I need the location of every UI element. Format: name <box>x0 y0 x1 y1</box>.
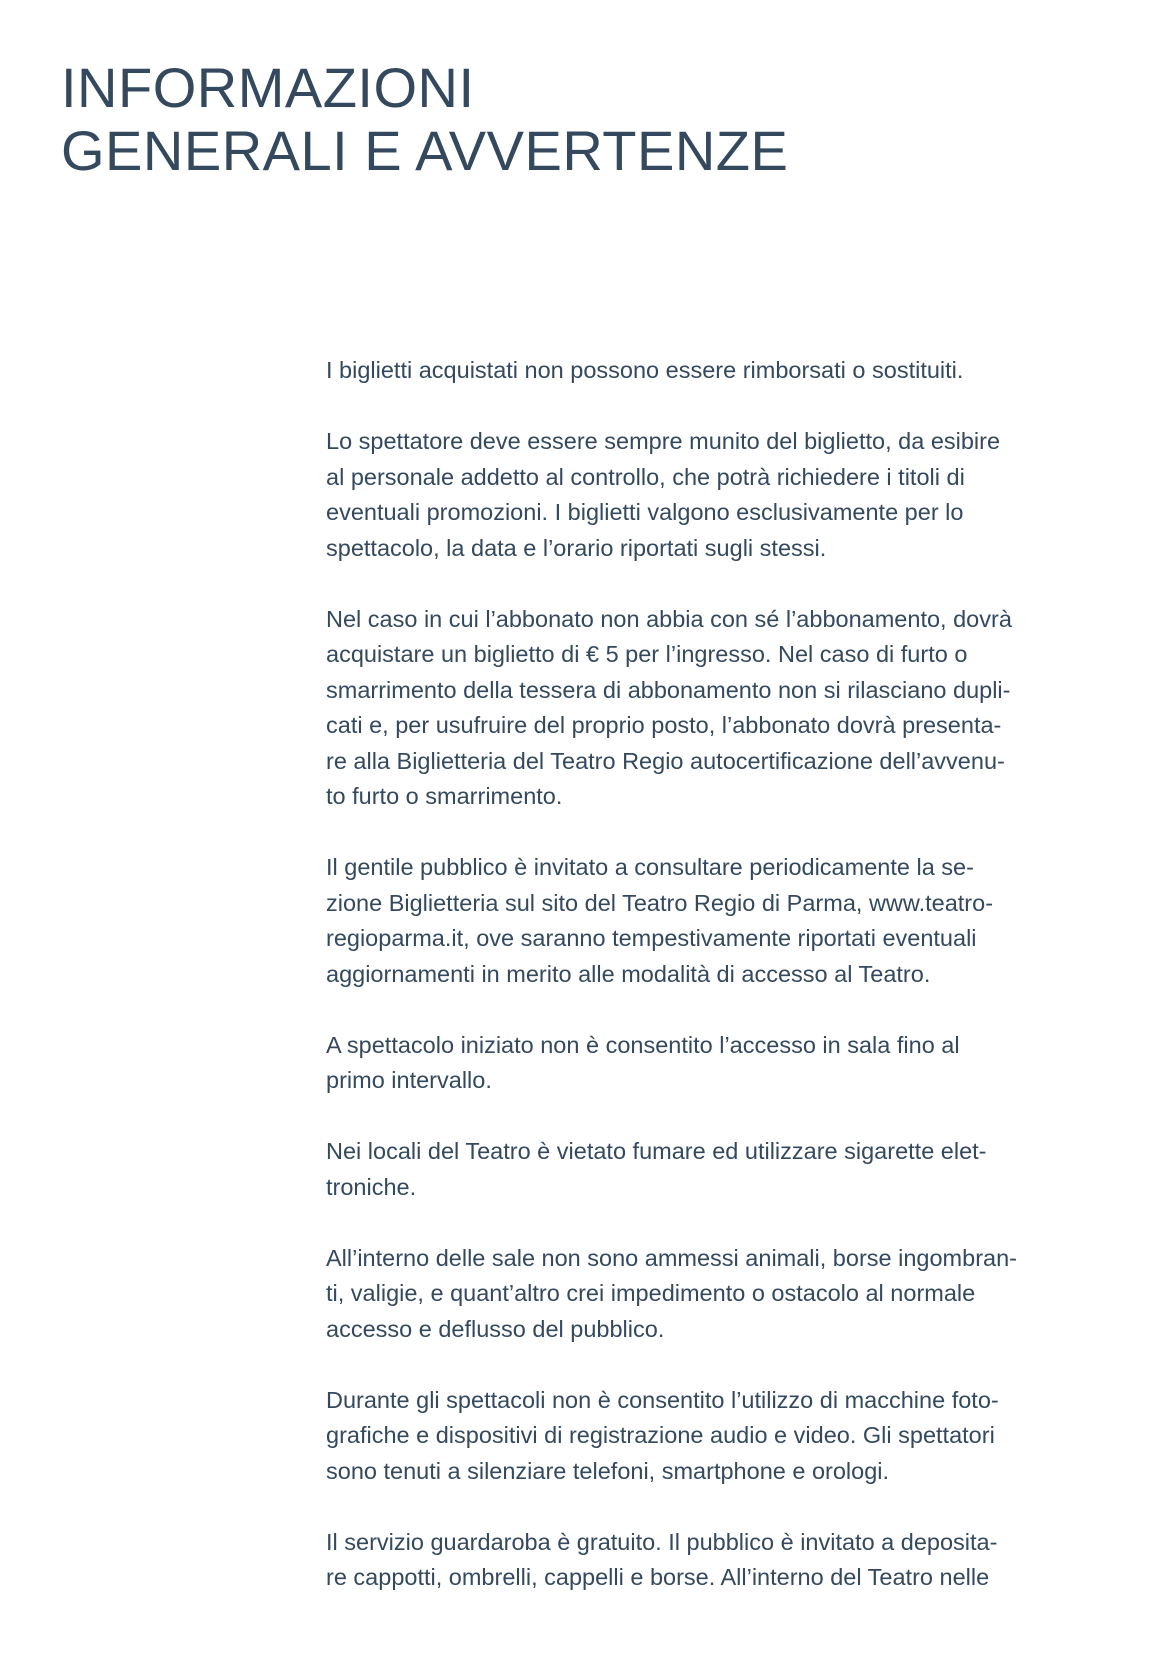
paragraph-subscription <box>326 602 1106 815</box>
paragraph-no-smoking <box>326 1134 1106 1205</box>
text-line: sono tenuti a silenziare telefoni, smartphone e orologi. <box>326 1457 890 1484</box>
text-line: acquistare un biglietto di € 5 per l’ingresso. Nel caso di furto o <box>326 641 968 667</box>
text-line: troniche. <box>326 1173 417 1200</box>
text-line: primo intervallo. <box>326 1067 492 1093</box>
text-line: eventuali promozioni. I biglietti valgono esclusivamente per lo <box>326 499 964 525</box>
text-line: zione Biglietteria sul sito del Teatro Regio di Parma, www.teatro- <box>326 889 994 916</box>
text-line: Nei locali del Teatro è vietato fumare ed utilizzare sigarette elet- <box>326 1138 987 1164</box>
text-line: All’interno delle sale non sono ammessi animali, borse ingombran- <box>326 1244 1017 1271</box>
text-line: al personale addetto al controllo, che potrà richiedere i titoli di <box>326 463 965 490</box>
paragraph-ticket-validity <box>326 424 1106 566</box>
text-line: Lo spettatore deve essere sempre munito del biglietto, da esibire <box>326 428 1001 454</box>
text-line: Durante gli spettacoli non è consentito l’utilizzo di macchine foto- <box>326 1386 999 1413</box>
text-line: A spettacolo iniziato non è consentito l’accesso in sala fino al <box>326 1031 960 1058</box>
body-text <box>326 353 1106 1631</box>
text-line: accesso e deflusso del pubblico. <box>326 1315 665 1342</box>
paragraph-recording-devices <box>326 1383 1106 1490</box>
text-line: regioparma.it, ove saranno tempestivamente riportati eventuali <box>326 925 977 951</box>
text-line: Il gentile pubblico è invitato a consultare periodicamente la se- <box>326 854 974 880</box>
paragraph-website-updates <box>326 850 1106 992</box>
paragraph-refunds <box>326 353 1106 389</box>
text-line: Il servizio guardaroba è gratuito. Il pubblico è invitato a deposita- <box>326 1528 998 1555</box>
page-title <box>61 56 788 182</box>
paragraph-late-access <box>326 1028 1106 1099</box>
paragraph-cloakroom <box>326 1525 1106 1596</box>
text-line: re cappotti, ombrelli, cappelli e borse. All’interno del Teatro nelle <box>326 1564 990 1590</box>
text-line: I biglietti acquistati non possono essere rimborsati o sostituiti. <box>326 357 964 383</box>
text-line: spettacolo, la data e l’orario riportati sugli stessi. <box>326 534 827 561</box>
page-title-line-2: GENERALI E AVVERTENZE <box>61 119 789 182</box>
text-line: smarrimento della tessera di abbonamento non si rilasciano dupli- <box>326 676 1011 703</box>
text-line: Nel caso in cui l’abbonato non abbia con sé l’abbonamento, dovrà <box>326 605 1012 632</box>
text-line: ti, valigie, e quant’altro crei impedimento o ostacolo al normale <box>326 1280 976 1306</box>
paragraph-prohibited-items <box>326 1241 1106 1348</box>
text-line: re alla Biglietteria del Teatro Regio autocertificazione dell’avvenu- <box>326 747 1005 774</box>
text-line: grafiche e dispositivi di registrazione audio e video. Gli spettatori <box>326 1422 995 1448</box>
text-line: to furto o smarrimento. <box>326 783 563 809</box>
page-title-line-1: INFORMAZIONI <box>61 56 475 119</box>
text-line: aggiornamenti in merito alle modalità di accesso al Teatro. <box>326 960 931 987</box>
text-line: cati e, per usufruire del proprio posto, l’abbonato dovrà presenta- <box>326 712 1002 738</box>
